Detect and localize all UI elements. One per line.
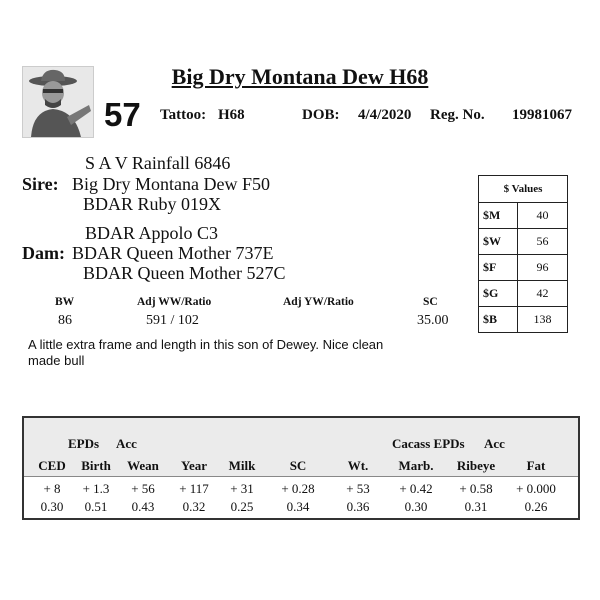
epd-table <box>22 416 580 520</box>
sire-label: Sire: <box>22 174 59 194</box>
dam-sire: BDAR Appolo C3 <box>85 223 219 243</box>
dam-name: BDAR Queen Mother 737E <box>72 243 274 263</box>
sire-sire: S A V Rainfall 6846 <box>85 153 231 173</box>
yw-label: Adj YW/Ratio <box>283 296 354 308</box>
dollar-value-row <box>479 281 568 307</box>
epd-value: + 0.42 <box>399 481 433 496</box>
epd-accuracy: 0.25 <box>230 499 254 514</box>
epd-value: + 31 <box>230 481 254 496</box>
epd-value: + 8 <box>43 481 61 496</box>
epd-accuracy: 0.34 <box>286 499 310 514</box>
carcass-epds-label: Cacass EPDs <box>392 436 465 451</box>
epd-accuracy: 0.26 <box>524 499 548 514</box>
epd-value: + 53 <box>346 481 370 496</box>
epd-accuracy: 0.32 <box>182 499 206 514</box>
index-value: 138 <box>518 307 568 333</box>
dollar-value-row <box>479 307 568 333</box>
epds-group-label: EPDs <box>68 436 100 451</box>
epd-column-header: Birth <box>81 458 111 473</box>
index-value: 56 <box>518 229 568 255</box>
sire-name: Big Dry Montana Dew F50 <box>72 174 270 194</box>
epd-value: + 1.3 <box>82 481 110 496</box>
index-key: $B <box>479 307 518 333</box>
dam-label: Dam: <box>22 243 65 263</box>
index-value: 96 <box>518 255 568 281</box>
epd-column-header: Year <box>181 458 207 473</box>
dollar-value-row <box>479 255 568 281</box>
index-value: 42 <box>518 281 568 307</box>
dollar-values-title: $ Values <box>479 176 568 203</box>
ww-value: 591 / 102 <box>146 313 199 328</box>
epd-accuracy: 0.43 <box>131 499 155 514</box>
dob-label: DOB: <box>302 107 340 123</box>
epd-column-header: Ribeye <box>456 458 496 473</box>
bull-name-title: Big Dry Montana Dew H68 <box>171 64 429 89</box>
index-value: 40 <box>518 203 568 229</box>
dollar-values-table <box>478 175 568 333</box>
tattoo-value: H68 <box>218 107 245 123</box>
epd-accuracy: 0.51 <box>84 499 108 514</box>
sire-dam: BDAR Ruby 019X <box>83 194 222 214</box>
tattoo-label: Tattoo: <box>160 107 207 123</box>
epd-column-header: Fat <box>526 458 546 473</box>
ww-label: Adj WW/Ratio <box>137 296 212 308</box>
sc-label: SC <box>423 296 438 308</box>
epd-value: + 56 <box>131 481 155 496</box>
epd-column-header: CED <box>38 458 66 473</box>
epd-column-header: Wt. <box>347 458 369 473</box>
dollar-value-row <box>479 229 568 255</box>
sc-value: 35.00 <box>417 313 449 328</box>
epd-accuracy: 0.30 <box>40 499 64 514</box>
bw-label: BW <box>55 296 75 308</box>
epd-column-header: Wean <box>127 458 159 473</box>
index-key: $M <box>479 203 518 229</box>
epd-column-header: SC <box>289 458 307 473</box>
index-key: $F <box>479 255 518 281</box>
index-key: $W <box>479 229 518 255</box>
bw-value: 86 <box>58 313 72 328</box>
epd-accuracy: 0.30 <box>404 499 428 514</box>
epd-column-header: Milk <box>228 458 256 473</box>
dam-dam: BDAR Queen Mother 527C <box>83 263 286 283</box>
epd-value: + 0.000 <box>516 481 556 496</box>
bull-comment: A little extra frame and length in this son of Dewey. Nice clean made bull <box>28 337 384 368</box>
epd-column-header: Marb. <box>398 458 434 473</box>
epd-accuracy: 0.31 <box>464 499 488 514</box>
epd-value: + 0.58 <box>459 481 493 496</box>
index-key: $G <box>479 281 518 307</box>
epds-acc-label: Acc <box>116 436 137 451</box>
epd-accuracy: 0.36 <box>346 499 370 514</box>
reg-label: Reg. No. <box>430 107 485 123</box>
dob-value: 4/4/2020 <box>358 107 412 123</box>
carcass-acc-label: Acc <box>484 436 505 451</box>
dollar-value-row <box>479 203 568 229</box>
epd-value: + 0.28 <box>281 481 315 496</box>
lot-number: 57 <box>104 96 141 133</box>
epd-value: + 117 <box>179 481 209 496</box>
reg-value: 19981067 <box>512 107 572 123</box>
